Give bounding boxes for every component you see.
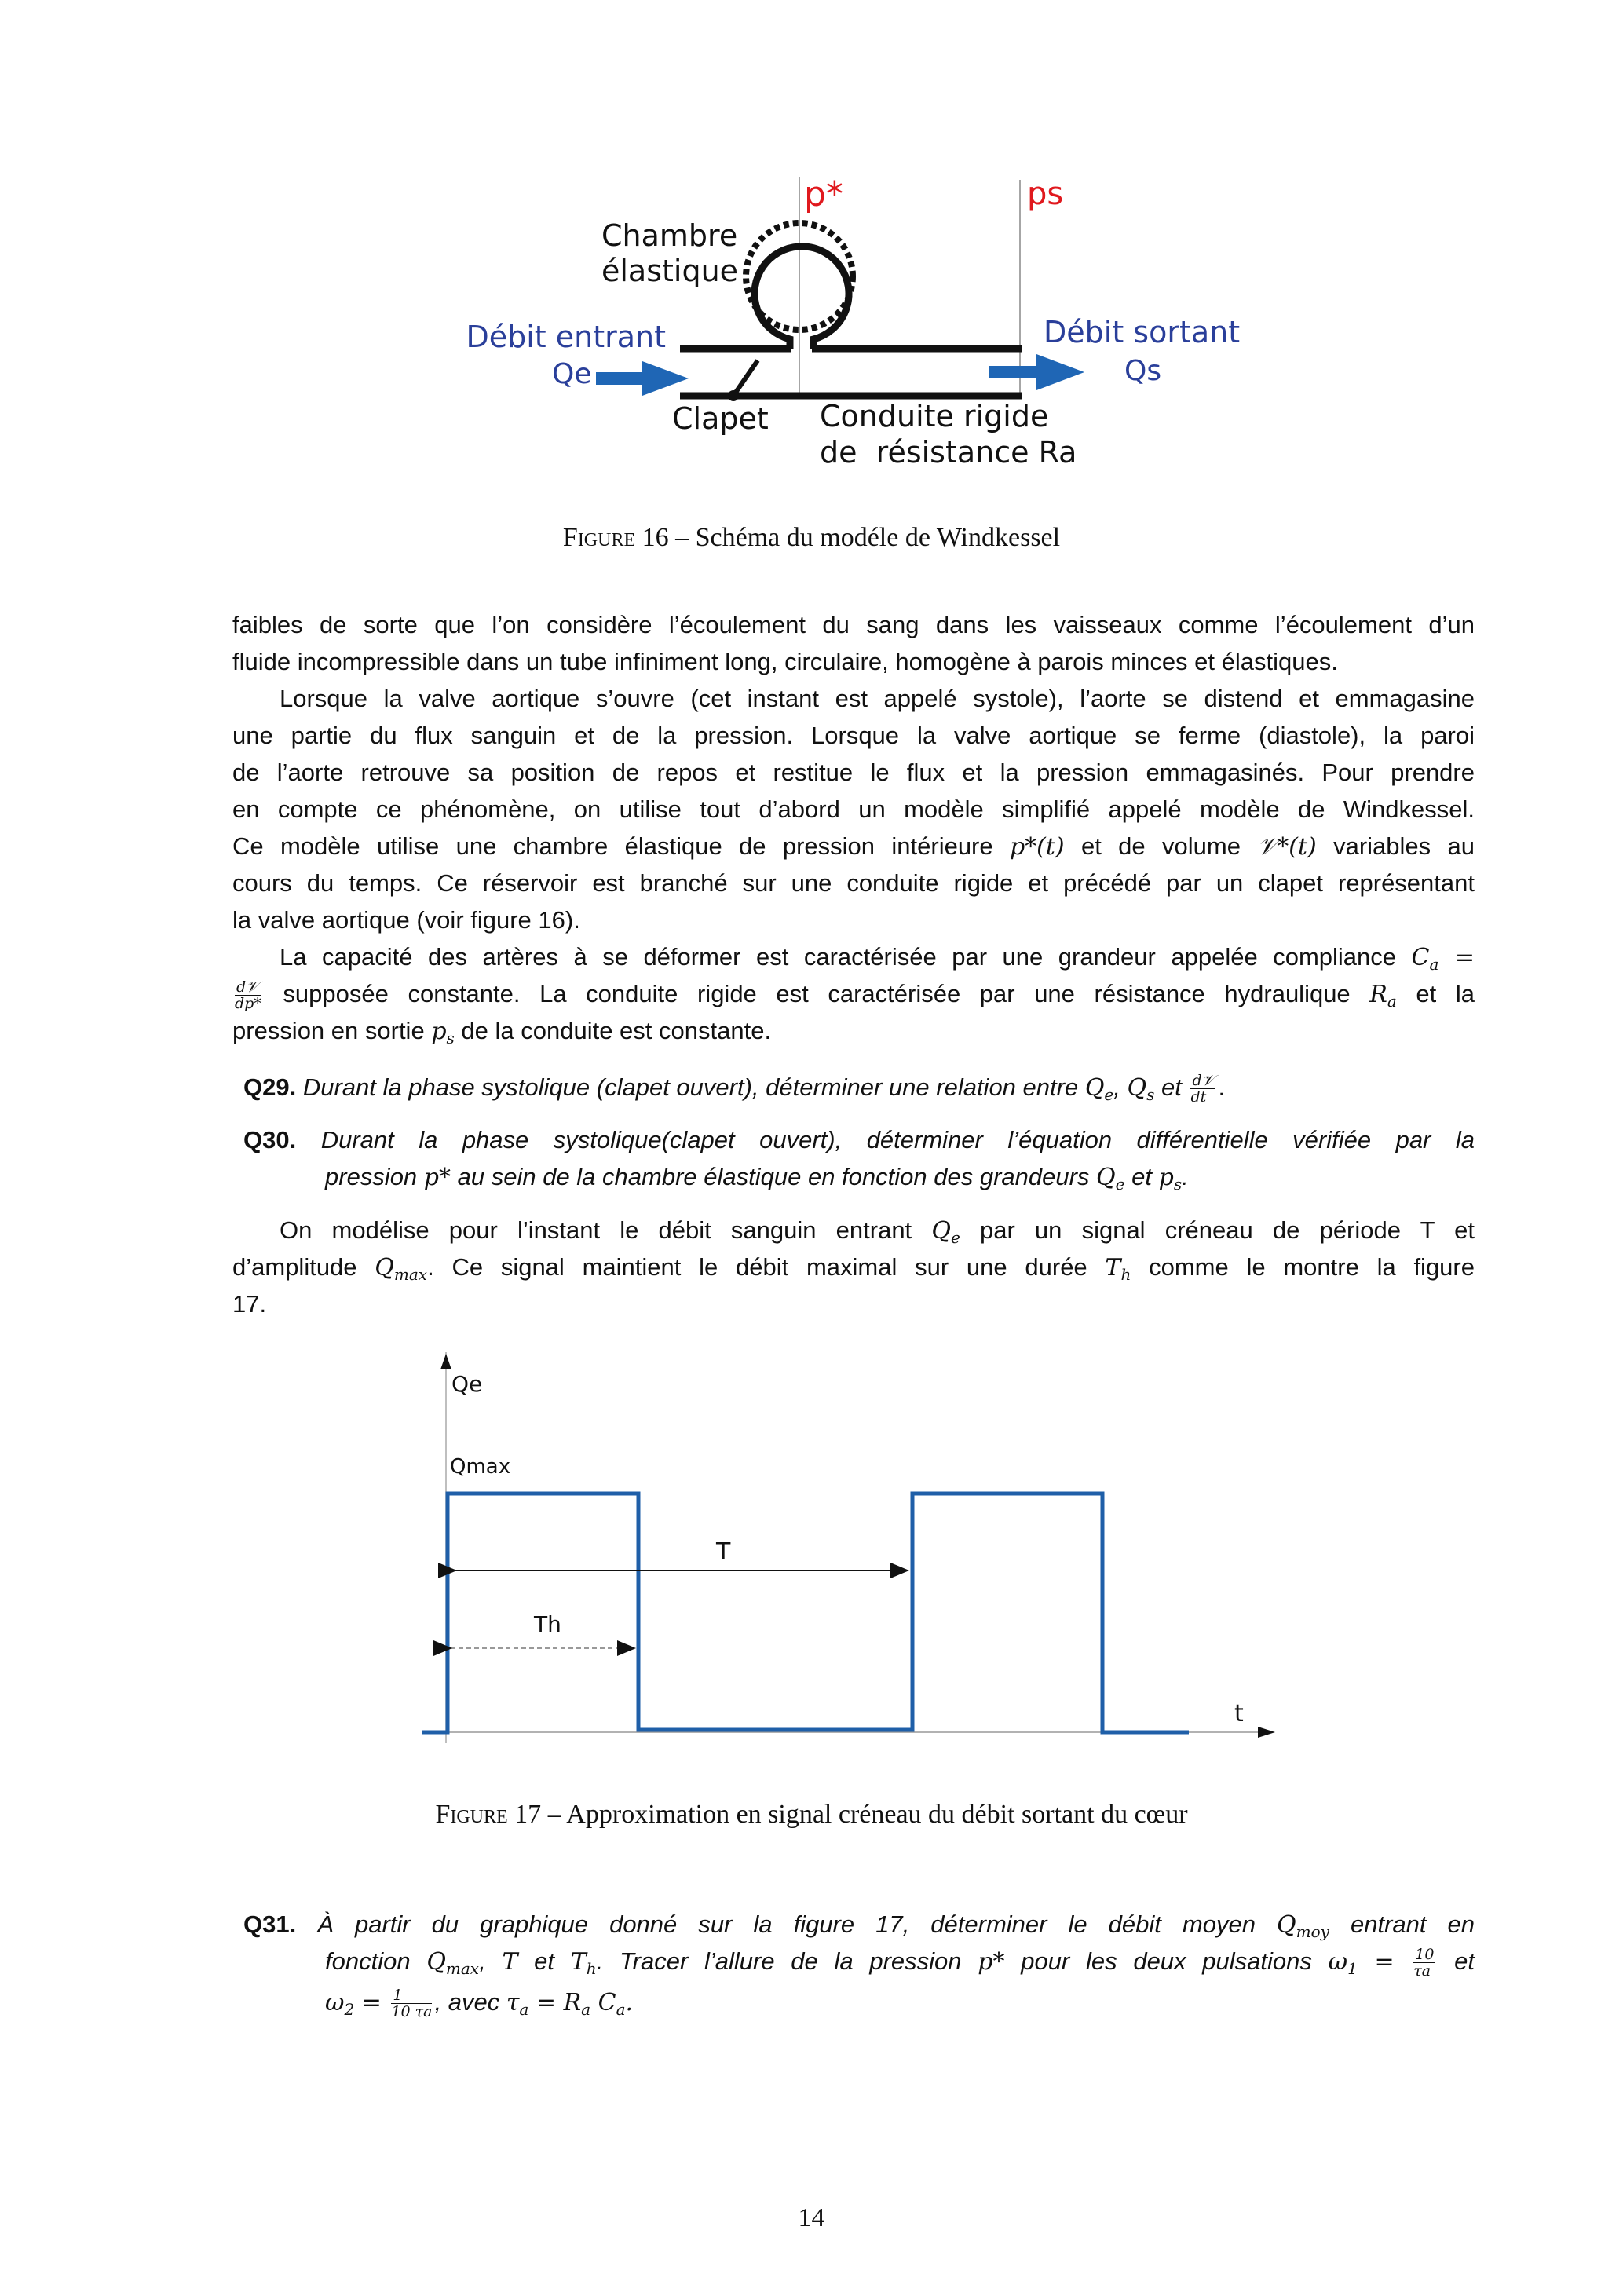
denominator: dt [1190, 1088, 1207, 1106]
text: cours du temps. Ce réservoir est branché sur une conduite rigide et précédé par un clapet représentant [232, 869, 1475, 897]
text: variables au [1316, 832, 1475, 860]
debit-entrant-label: Débit entrant [466, 320, 666, 354]
text: entrant en [1329, 1910, 1475, 1938]
th-label: Th [534, 1611, 561, 1637]
figure-17-square-wave-chart [0, 1335, 1623, 1775]
math: e [950, 1228, 960, 1247]
text: À partir du graphique donné sur la figure 17, déterminer le débit moyen [317, 1910, 1277, 1938]
math: a [519, 2000, 529, 2019]
caption-text: – Schéma du modéle de Windkessel [668, 523, 1061, 552]
caption-prefix: Figure 16 [562, 523, 669, 552]
figure-16-windkessel-diagram [0, 0, 1623, 518]
text: La capacité des artères à se déformer est caractérisée par une grandeur appelée compliance [280, 943, 1412, 971]
caption-prefix: Figure 17 [435, 1800, 542, 1829]
math: C [590, 1989, 616, 2016]
numerator: d𝒱 [235, 979, 261, 996]
clapet-valve [733, 360, 758, 396]
text-line [280, 939, 1475, 975]
text: Ce modèle utilise une chambre élastique de pression intérieure [232, 832, 1010, 860]
text: . Ce signal maintient le débit maximal sur une durée [427, 1253, 1106, 1281]
text-line [232, 828, 1475, 865]
math: Q [1127, 1074, 1147, 1102]
math: p* [423, 1164, 451, 1191]
text-line [232, 644, 1475, 680]
x-axis-arrow-icon [1258, 1727, 1275, 1738]
text-line [232, 1249, 1475, 1285]
text: de la conduite est constante. [454, 1017, 772, 1044]
fraction [1413, 1947, 1435, 1979]
caption-text: – Approximation en signal créneau du débit sortant du cœur [541, 1800, 1188, 1829]
math: T [570, 1948, 587, 1976]
fraction [235, 979, 261, 1011]
conduite-label-1: Conduite rigide [820, 399, 1049, 433]
math: R [563, 1989, 582, 2016]
denominator: dp* [235, 995, 261, 1013]
math: T [1105, 1254, 1121, 1281]
math: h [586, 1959, 597, 1978]
figure-16-caption [0, 523, 1623, 553]
math: 2 [344, 2000, 355, 2019]
math: . [625, 1989, 634, 2016]
math: h [1120, 1265, 1131, 1284]
math: 𝒱*(t) [1257, 833, 1317, 861]
math: Q [931, 1217, 951, 1245]
text-line [232, 718, 1475, 754]
qs-label: Qs [1124, 355, 1162, 387]
text: . Tracer l’allure de la pression [596, 1947, 978, 1975]
math: max [445, 1959, 480, 1978]
text: On modélise pour l’instant le débit sanguin entrant [280, 1216, 932, 1244]
math: Q [426, 1948, 446, 1976]
text: , [479, 1947, 503, 1975]
math: a [1429, 955, 1439, 974]
math: p [1158, 1164, 1174, 1191]
text: et [1438, 1947, 1475, 1975]
text: de l’aorte retrouve sa position de repos et restitue le flux et la pression emmagasinés. Pour prendre [232, 759, 1475, 786]
text-line [243, 1907, 1475, 1943]
text: et [517, 1947, 571, 1975]
math: p [431, 1018, 447, 1045]
text-line [280, 1212, 1475, 1249]
text: et [1154, 1073, 1189, 1101]
math: s [1146, 1085, 1155, 1104]
chamber-elastic [755, 247, 849, 349]
math: s [1173, 1175, 1183, 1194]
elastique-label: élastique [601, 254, 739, 288]
text: 17. [232, 1290, 267, 1318]
denominator: 10 τa [391, 2003, 433, 2021]
text: au sein de la chambre élastique en fonction des grandeurs [451, 1163, 1097, 1190]
text-line [232, 755, 1475, 791]
text: une partie du flux sanguin et de la pression. Lorsque la valve aortique se ferme (diastole), la paroi [232, 722, 1475, 749]
math: max [393, 1265, 428, 1284]
math: R [1369, 981, 1387, 1008]
math: Q [375, 1254, 394, 1281]
math: = [1438, 944, 1475, 971]
text-line [232, 902, 1475, 938]
numerator: 10 [1415, 1946, 1435, 1964]
math: p*(t) [1009, 833, 1065, 861]
inflow-arrow-icon [596, 361, 689, 396]
math: Q [1096, 1164, 1116, 1191]
numerator: 1 [391, 1987, 432, 2004]
ps-label: ps [1027, 176, 1064, 212]
text: Durant la phase systolique(clapet ouvert), déterminer l’équation différentielle vérifiée par la [320, 1126, 1475, 1153]
text: pression en sortie [232, 1017, 432, 1044]
math: p* [978, 1948, 1005, 1976]
question-number: Q31. [243, 1910, 318, 1938]
p-star-label: p* [804, 174, 843, 214]
text-line [243, 1122, 1475, 1158]
math: a [1387, 992, 1397, 1011]
text-line [243, 1069, 1475, 1106]
math: Q [1084, 1074, 1105, 1102]
math: ω [1328, 1948, 1348, 1976]
text: et de volume [1064, 832, 1258, 860]
math: = [1357, 1948, 1412, 1976]
clapet-label: Clapet [672, 401, 769, 436]
text-line [325, 1159, 1475, 1195]
text: . [1182, 1163, 1189, 1190]
figure-17-caption [0, 1800, 1623, 1830]
text: en compte ce phénomène, on utilise tout d’abord un modèle simplifié appelé modèle de Windkessel. [232, 795, 1475, 823]
y-axis-label: Qe [451, 1371, 483, 1397]
page-number: 14 [798, 2203, 825, 2232]
qmax-label: Qmax [450, 1455, 511, 1479]
math: = [354, 1989, 389, 2016]
text: supposée constante. La conduite rigide est caractérisée par une résistance hydraulique [263, 980, 1370, 1007]
text: fonction [325, 1947, 427, 1975]
text: faibles de sorte que l’on considère l’écoulement du sang dans les vaisseaux comme l’écoulement d’un [232, 611, 1475, 638]
math: a [616, 2000, 626, 2019]
text-line [280, 681, 1475, 717]
text-line [325, 1943, 1475, 1980]
math: Q [1277, 1911, 1296, 1939]
text: comme le montre la figure [1131, 1253, 1475, 1281]
math: 1 [1347, 1959, 1358, 1978]
text: d’amplitude [232, 1253, 375, 1281]
text: Durant la phase systolique (clapet ouvert), déterminer une relation entre [302, 1073, 1085, 1101]
text: la valve aortique (voir figure 16). [232, 906, 580, 934]
text: et [1124, 1163, 1159, 1190]
text: pression [325, 1163, 424, 1190]
math: e [1115, 1175, 1125, 1194]
numerator: d𝒱 [1192, 1072, 1215, 1090]
fraction [1190, 1073, 1215, 1105]
text-line [232, 865, 1475, 901]
question-number: Q29. [243, 1073, 303, 1101]
text-line [232, 976, 1475, 1012]
text: par un signal créneau de période T et [960, 1216, 1475, 1244]
math: = [528, 1989, 564, 2016]
text: , [1113, 1073, 1128, 1101]
debit-sortant-label: Débit sortant [1044, 315, 1241, 349]
y-axis-arrow-icon [440, 1354, 451, 1369]
text: . [1218, 1073, 1226, 1101]
math: ω [325, 1989, 345, 2016]
outflow-arrow-icon [989, 354, 1084, 390]
period-label: T [716, 1538, 731, 1566]
question-number: Q30. [243, 1126, 321, 1153]
text-line [325, 1984, 1475, 2020]
conduite-label-2: de résistance Ra [820, 435, 1077, 470]
math: a [581, 2000, 591, 2019]
math: s [446, 1029, 455, 1047]
denominator: τa [1413, 1962, 1431, 1980]
math: T [502, 1948, 518, 1976]
text: et la [1396, 980, 1475, 1007]
text-line [232, 792, 1475, 828]
text: pour les deux pulsations [1004, 1947, 1329, 1975]
text-line [232, 1013, 1475, 1049]
x-axis-label: t [1234, 1700, 1244, 1727]
text-line [232, 1286, 1475, 1322]
math: C [1411, 944, 1430, 971]
text-line [232, 607, 1475, 643]
clapet-hinge [728, 390, 739, 401]
text: Lorsque la valve aortique s’ouvre (cet instant est appelé systole), l’aorte se distend et emmagasine [280, 685, 1475, 712]
math: τ [506, 1989, 520, 2016]
text: , avec [434, 1988, 506, 2016]
math: e [1104, 1085, 1114, 1104]
text: fluide incompressible dans un tube infiniment long, circulaire, homogène à parois minces et élastiques. [232, 648, 1338, 675]
math: moy [1296, 1922, 1329, 1941]
qe-label: Qe [552, 358, 592, 390]
fraction [391, 1987, 432, 2020]
chambre-label: Chambre [601, 218, 738, 253]
